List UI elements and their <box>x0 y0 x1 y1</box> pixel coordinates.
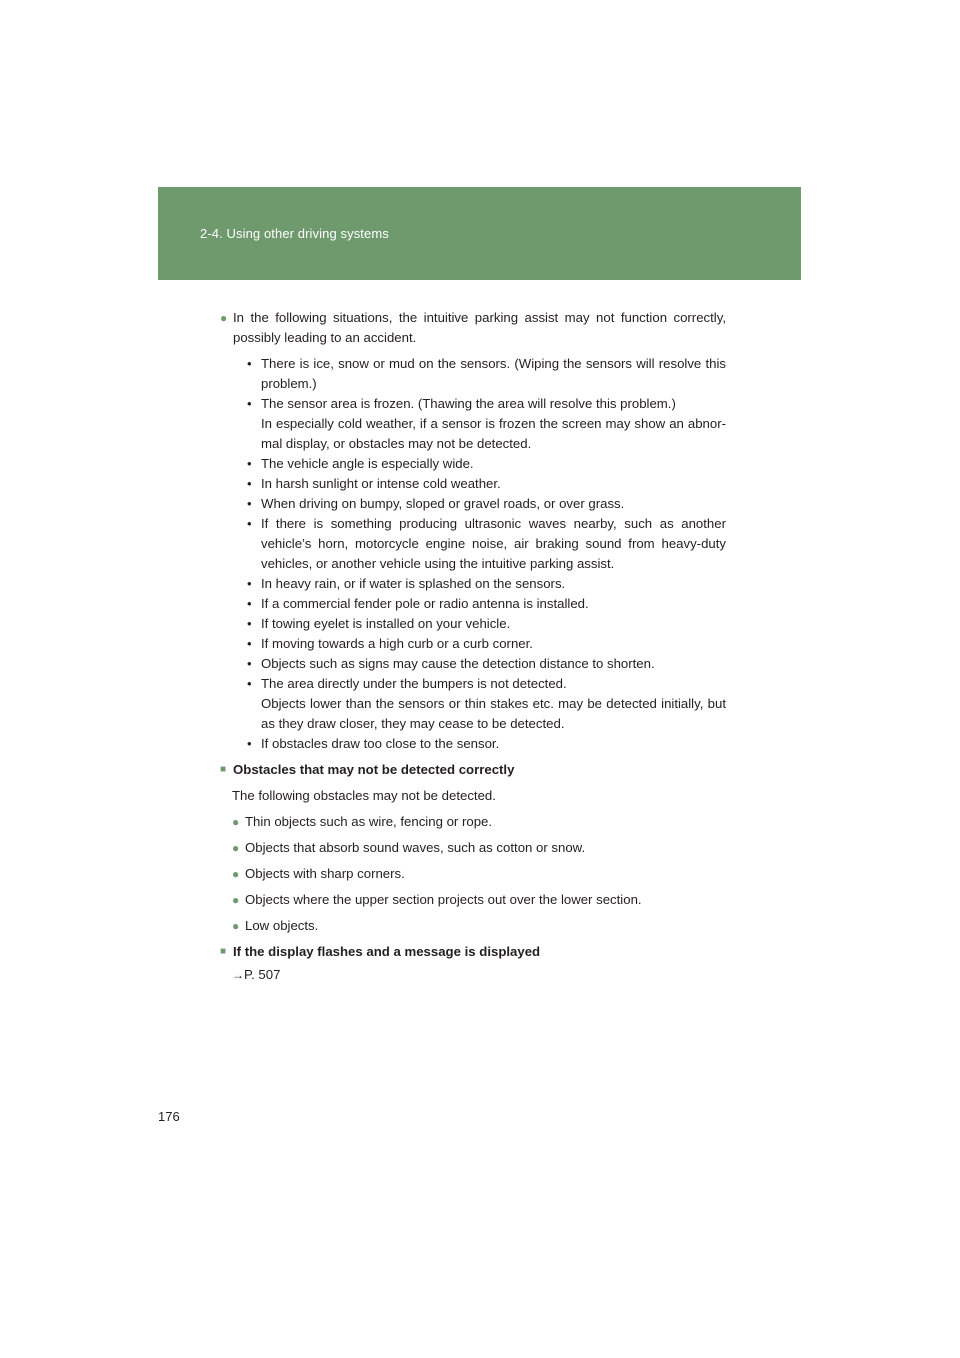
circle-bullet-icon: ● <box>220 311 228 325</box>
obstacle-text: Thin objects such as wire, fencing or rope. <box>245 814 493 829</box>
situation-item <box>247 674 726 694</box>
situation-list <box>247 354 726 754</box>
situation-item <box>247 654 726 674</box>
dot-bullet-icon: • <box>247 596 252 611</box>
situation-item <box>247 574 726 594</box>
square-bullet-icon: ■ <box>220 764 227 775</box>
obstacle-text: Objects with sharp corners. <box>245 866 405 881</box>
section-title: 2-4. Using other driving systems <box>200 226 389 241</box>
situation-text: If moving towards a high curb or a curb corner. <box>261 636 533 651</box>
display-section <box>220 942 726 985</box>
section-header-bar <box>158 187 801 280</box>
situation-text: There is ice, snow or mud on the sensors. (Wiping the sensors will resolve this problem.) <box>261 356 726 391</box>
dot-bullet-icon: • <box>247 736 252 751</box>
obstacles-heading: ■ Obstacles that may not be detected correctly <box>220 760 726 780</box>
situation-text: If obstacles draw too close to the sensor. <box>261 736 500 751</box>
situation-item <box>247 394 726 414</box>
obstacles-section <box>220 760 726 936</box>
intro-bullet <box>220 308 726 348</box>
obstacle-text: Objects where the upper section projects out over the lower section. <box>245 892 642 907</box>
dot-bullet-icon: • <box>247 476 252 491</box>
situation-item <box>247 354 726 394</box>
dot-bullet-icon: • <box>247 496 252 511</box>
dot-bullet-icon: • <box>247 636 252 651</box>
obstacle-text: Objects that absorb sound waves, such as cotton or snow. <box>245 840 586 855</box>
situation-item <box>247 734 726 754</box>
dot-bullet-icon: • <box>247 456 252 471</box>
obstacle-item <box>232 890 726 910</box>
situation-item <box>247 454 726 474</box>
page-content <box>220 308 726 985</box>
dot-bullet-icon: • <box>247 356 252 371</box>
page-number: 176 <box>158 1109 180 1124</box>
obstacle-list <box>232 812 726 936</box>
situation-text: In harsh sunlight or intense cold weather. <box>261 476 501 491</box>
obstacles-intro: The following obstacles may not be detected. <box>232 788 496 803</box>
display-heading: ■ If the display flashes and a message is displayed <box>220 942 726 962</box>
circle-bullet-icon: ● <box>232 893 240 907</box>
situation-item <box>247 494 726 514</box>
dot-bullet-icon: • <box>247 616 252 631</box>
situation-item <box>247 594 726 614</box>
situation-text: In heavy rain, or if water is splashed on the sensors. <box>261 576 566 591</box>
situation-text: If a commercial fender pole or radio antenna is installed. <box>261 596 589 611</box>
obstacle-item <box>232 864 726 884</box>
dot-bullet-icon: • <box>247 516 252 531</box>
page-reference[interactable]: →P. 507 <box>232 967 281 982</box>
circle-bullet-icon: ● <box>232 841 240 855</box>
situation-text: Objects such as signs may cause the detection distance to shorten. <box>261 656 655 671</box>
circle-bullet-icon: ● <box>232 867 240 881</box>
dot-bullet-icon: • <box>247 576 252 591</box>
circle-bullet-icon: ● <box>232 919 240 933</box>
situation-item <box>247 634 726 654</box>
obstacle-item <box>232 916 726 936</box>
dot-bullet-icon: • <box>247 676 252 691</box>
obstacle-text: Low objects. <box>245 918 319 933</box>
situation-continuation: In especially cold weather, if a sensor is frozen the screen may show an abnor-mal display, or obstacles may not be detected. <box>261 416 726 451</box>
situation-text: The vehicle angle is especially wide. <box>261 456 474 471</box>
arrow-right-icon: → <box>232 968 244 982</box>
obstacle-item <box>232 812 726 832</box>
dot-bullet-icon: • <box>247 656 252 671</box>
intro-text: In the following situations, the intuitive parking assist may not function correctly, possibly leading to an accident. <box>233 310 726 345</box>
situation-item <box>247 514 726 574</box>
situation-text: When driving on bumpy, sloped or gravel roads, or over grass. <box>261 496 625 511</box>
situation-text: The area directly under the bumpers is not detected. <box>261 676 567 691</box>
obstacle-item <box>232 838 726 858</box>
circle-bullet-icon: ● <box>232 815 240 829</box>
situation-item <box>247 474 726 494</box>
situation-text: If towing eyelet is installed on your vehicle. <box>261 616 511 631</box>
situation-continuation: Objects lower than the sensors or thin stakes etc. may be detected initially, but as they draw closer, they may cease to be detected. <box>261 696 726 731</box>
square-bullet-icon: ■ <box>220 946 227 957</box>
situation-item <box>247 614 726 634</box>
situation-text: If there is something producing ultrasonic waves nearby, such as another vehicle’s horn, motorcycle engine noise, air braking sound from heavy-duty vehicles, or another vehicle using the intuitive parking assist. <box>261 516 726 571</box>
situation-text: The sensor area is frozen. (Thawing the area will resolve this problem.) <box>261 396 676 411</box>
dot-bullet-icon: • <box>247 396 252 411</box>
